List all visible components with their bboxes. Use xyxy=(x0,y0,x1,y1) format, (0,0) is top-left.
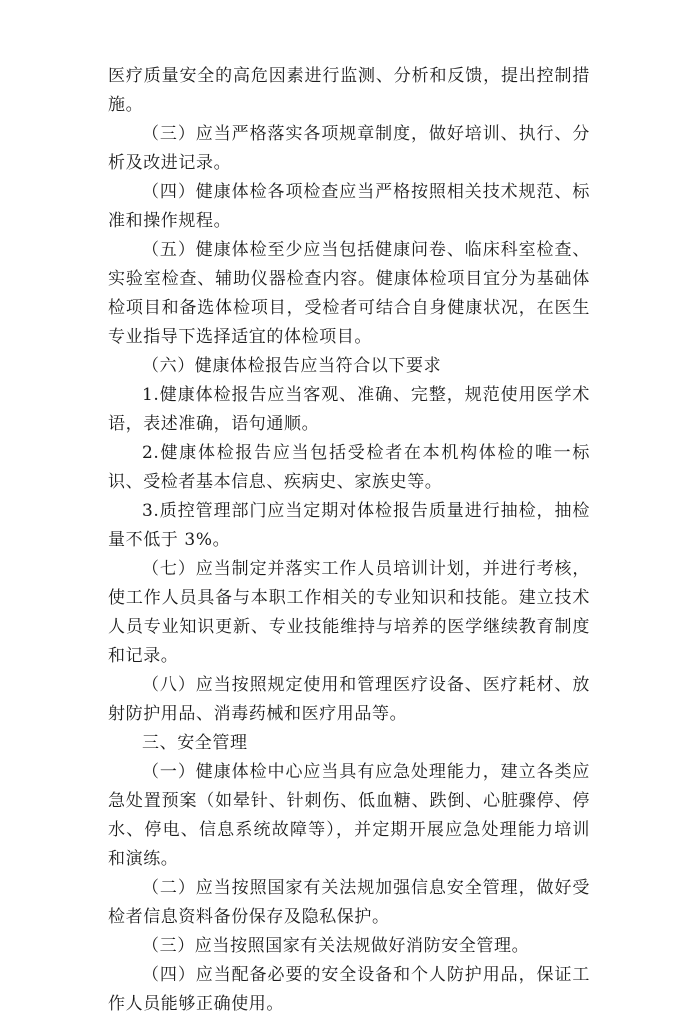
paragraph-continuation: 医疗质量安全的高危因素进行监测、分析和反馈，提出控制措施。 xyxy=(108,66,590,115)
paragraph-safety-2-information: （二）应当按照国家有关法规加强信息安全管理，做好受检者信息资料备份保存及隐私保护。 xyxy=(108,878,590,927)
paragraph-item-6-report-requirements: （六）健康体检报告应当符合以下要求 xyxy=(142,356,442,376)
paragraph-item-4-standards: （四）健康体检各项检查应当严格按照相关技术规范、标准和操作规程。 xyxy=(108,182,590,231)
paragraph-item-7-training: （七）应当制定并落实工作人员培训计划，并进行考核，使工作人员具备与本职工作相关的专业知识和技能。建立技术人员专业知识更新、专业技能维持与培养的医学继续教育制度和记录。 xyxy=(108,559,590,666)
paragraph-subitem-1: 1.健康体检报告应当客观、准确、完整，规范使用医学术语，表述准确，语句通顺。 xyxy=(108,385,590,434)
paragraph-subitem-2: 2.健康体检报告应当包括受检者在本机构体检的唯一标识、受检者基本信息、疾病史、家族史等。 xyxy=(108,443,590,492)
paragraph-safety-4-protective-equipment: （四）应当配备必要的安全设备和个人防护用品，保证工作人员能够正确使用。 xyxy=(108,965,590,1014)
paragraph-subitem-3: 3.质控管理部门应当定期对体检报告质量进行抽检，抽检量不低于 3%。 xyxy=(108,501,590,550)
paragraph-safety-3-fire: （三）应当按照国家有关法规做好消防安全管理。 xyxy=(142,936,530,956)
paragraph-item-8-equipment: （八）应当按照规定使用和管理医疗设备、医疗耗材、放射防护用品、消毒药械和医疗用品等。 xyxy=(108,675,590,724)
paragraph-item-3-regulations: （三）应当严格落实各项规章制度，做好培训、执行、分析及改进记录。 xyxy=(108,124,590,173)
paragraph-item-5-exam-contents: （五）健康体检至少应当包括健康问卷、临床科室检查、实验室检查、辅助仪器检查内容。健康体检项目宜分为基础体检项目和备选体检项目，受检者可结合自身健康状况，在医生专业指导下选择适宜的体检项目。 xyxy=(108,240,590,347)
section-heading-safety-management: 三、安全管理 xyxy=(142,733,248,753)
paragraph-safety-1-emergency: （一）健康体检中心应当具有应急处理能力，建立各类应急处置预案（如晕针、针刺伤、低血糖、跌倒、心脏骤停、停水、停电、信息系统故障等），并定期开展应急处理能力培训和演练。 xyxy=(108,762,590,869)
document-body xyxy=(108,62,590,1019)
